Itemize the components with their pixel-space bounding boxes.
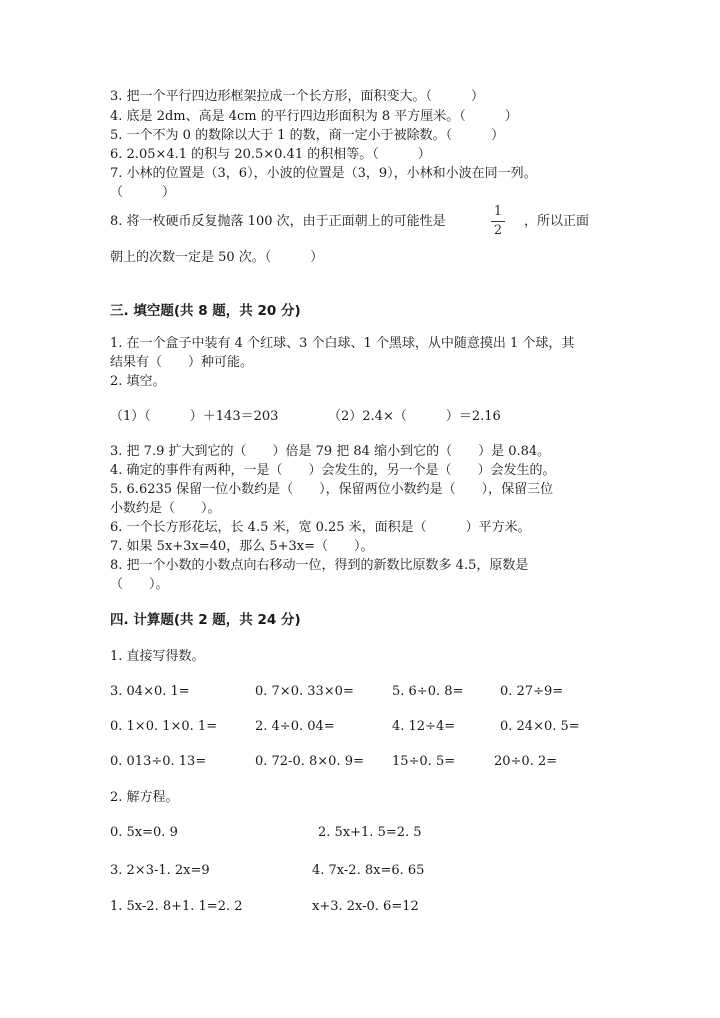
judge-q8-line2: 朝上的次数一定是 50 次。（ ） bbox=[110, 250, 324, 265]
equation-item: 0. 5x=0. 9 bbox=[110, 825, 178, 840]
calc-item: 0. 1×0. 1×0. 1= bbox=[110, 719, 218, 734]
fill-q8-line1: 8. 把一个小数的小数点向右移动一位，得到的新数比原数多 4.5，原数是 bbox=[110, 558, 529, 573]
section-heading-calc: 四. 计算题(共 2 题，共 24 分) bbox=[110, 612, 301, 628]
equation-item: 3. 2×3-1. 2x=9 bbox=[110, 863, 210, 878]
fill-q1-line1: 1. 在一个盒子中装有 4 个红球、3 个白球、1 个黑球，从中随意摸出 1 个球，其 bbox=[110, 336, 575, 351]
fill-q3: 3. 把 7.9 扩大到它的（ ）倍是 79 把 84 缩小到它的（ ）是 0.84。 bbox=[110, 444, 551, 459]
judge-q8-part2: ，所以正面 bbox=[524, 214, 590, 229]
fill-q1-line2: 结果有（ ）种可能。 bbox=[110, 355, 254, 370]
judge-q4: 4. 底是 2dm、高是 4cm 的平行四边形面积为 8 平方厘米。（ ） bbox=[110, 109, 518, 124]
equation-item: 4. 7x-2. 8x=6. 65 bbox=[312, 863, 425, 878]
calc-item: 3. 04×0. 1= bbox=[110, 684, 190, 699]
equation-item: x+3. 2x-0. 6=12 bbox=[312, 899, 419, 914]
fill-q7: 7. 如果 5x+3x=40，那么 5+3x=（ ）。 bbox=[110, 539, 374, 554]
fill-q2-a: （1）（ ）＋143＝203 bbox=[110, 409, 279, 424]
calc-q1: 1. 直接写得数。 bbox=[110, 649, 205, 664]
calc-item: 15÷0. 5= bbox=[392, 754, 456, 769]
judge-q5: 5. 一个不为 0 的数除以大于 1 的数，商一定小于被除数。（ ） bbox=[110, 128, 505, 143]
fill-q6: 6. 一个长方形花坛，长 4.5 米，宽 0.25 米，面积是（ ）平方米。 bbox=[110, 520, 531, 535]
fill-q4: 4. 确定的事件有两种，一是（ ）会发生的，另一个是（ ）会发生的。 bbox=[110, 463, 556, 478]
judge-q7-line2: （ ） bbox=[110, 185, 176, 200]
fraction-one-half bbox=[491, 205, 505, 238]
calc-item: 4. 12÷4= bbox=[392, 719, 456, 734]
equation-item: 2. 5x+1. 5=2. 5 bbox=[318, 825, 422, 840]
fraction-denominator: 2 bbox=[493, 223, 503, 238]
fill-q2-b: （2）2.4×（ ）＝2.16 bbox=[328, 409, 501, 424]
calc-item: 2. 4÷0. 04= bbox=[255, 719, 335, 734]
calc-q2: 2. 解方程。 bbox=[110, 790, 179, 805]
calc-item: 0. 24×0. 5= bbox=[500, 719, 580, 734]
calc-item: 0. 013÷0. 13= bbox=[110, 754, 207, 769]
judge-q6: 6. 2.05×4.1 的积与 20.5×0.41 的积相等。（ ） bbox=[110, 147, 431, 162]
calc-item: 0. 72-0. 8×0. 9= bbox=[255, 754, 364, 769]
fill-q5-line1: 5. 6.6235 保留一位小数约是（ ），保留两位小数约是（ ），保留三位 bbox=[110, 482, 554, 497]
section-heading-fill: 三. 填空题(共 8 题，共 20 分) bbox=[110, 303, 301, 319]
fill-q5-line2: 小数约是（ ）。 bbox=[110, 501, 221, 516]
judge-q3: 3. 把一个平行四边形框架拉成一个长方形，面积变大。（ ） bbox=[110, 89, 485, 104]
fill-q8-line2: （ ）。 bbox=[110, 577, 169, 592]
calc-item: 5. 6÷0. 8= bbox=[392, 684, 464, 699]
calc-item: 0. 27÷9= bbox=[500, 684, 564, 699]
equation-item: 1. 5x-2. 8+1. 1=2. 2 bbox=[110, 899, 243, 914]
judge-q7-line1: 7. 小林的位置是（3，6），小波的位置是（3，9），小林和小波在同一列。 bbox=[110, 166, 537, 181]
fraction-numerator: 1 bbox=[493, 204, 503, 219]
fill-q2: 2. 填空。 bbox=[110, 374, 166, 389]
judge-q8-part1: 8. 将一枚硬币反复抛落 100 次，由于正面朝上的可能性是 bbox=[110, 214, 446, 229]
calc-item: 0. 7×0. 33×0= bbox=[255, 684, 354, 699]
calc-item: 20÷0. 2= bbox=[494, 754, 558, 769]
